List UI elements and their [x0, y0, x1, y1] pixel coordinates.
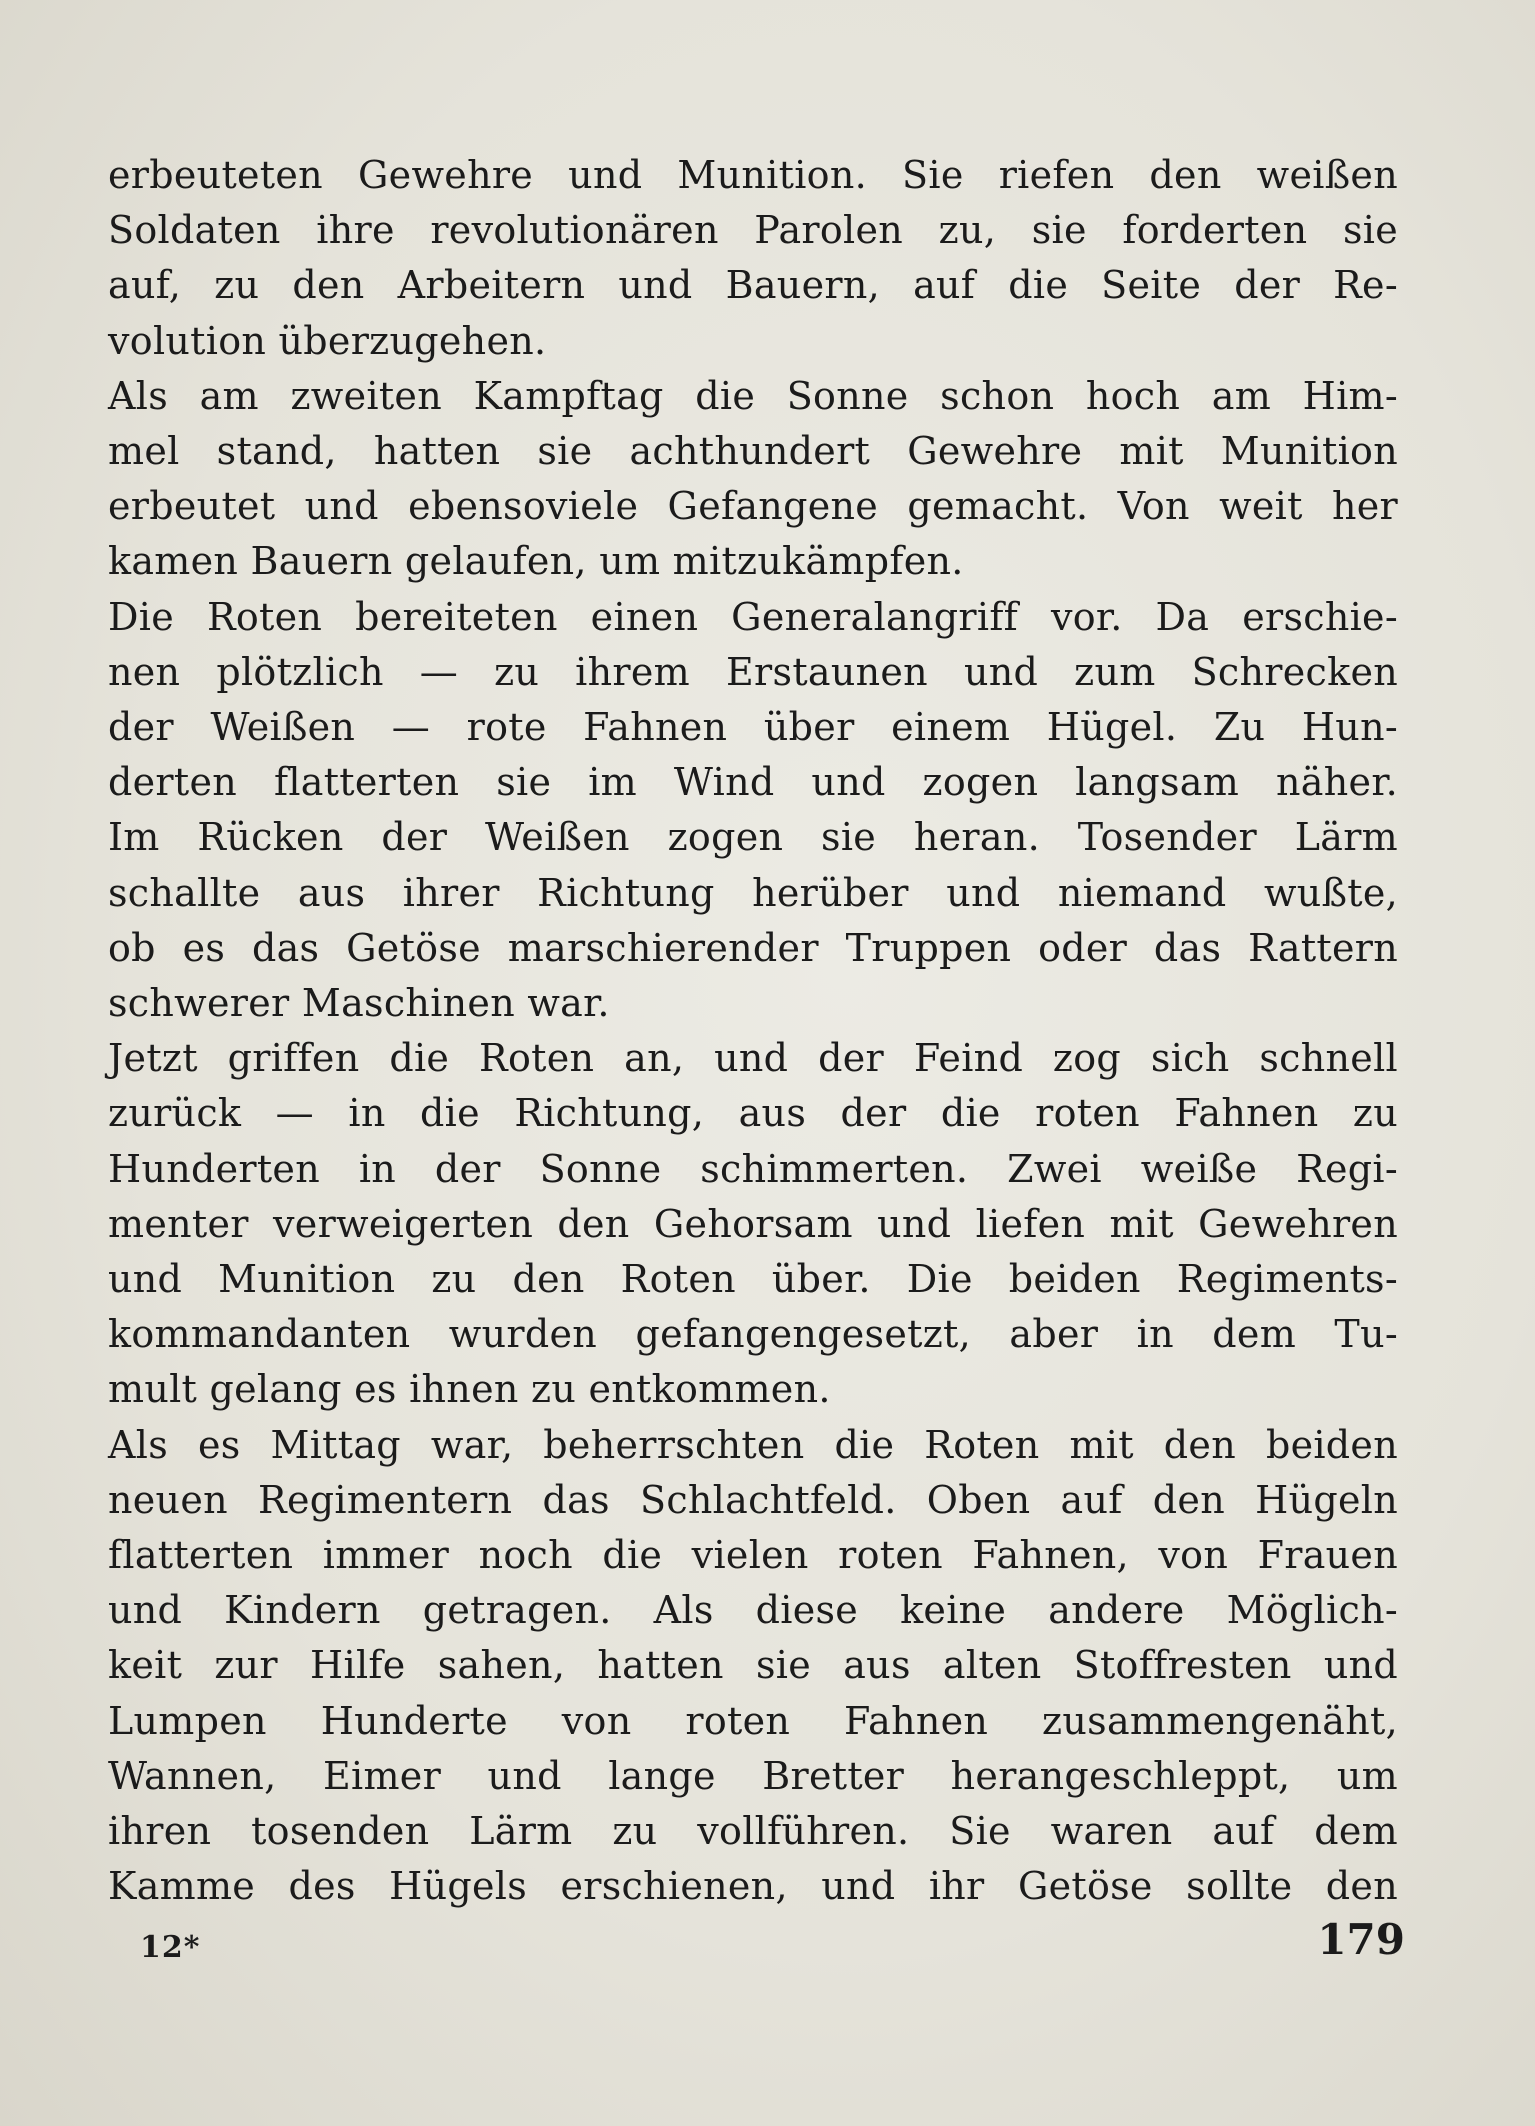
text-line: nen plötzlich — zu ihrem Erstaunen und zum Schrecken	[108, 649, 1398, 694]
text-line: mel stand, hatten sie achthundert Gewehre mit Munition	[108, 429, 1398, 474]
text-line: auf, zu den Arbeitern und Bauern, auf die Seite der Re-	[108, 263, 1398, 308]
text-line: Im Rücken der Weißen zogen sie heran. Tosender Lärm	[108, 815, 1398, 860]
text-line: und Kindern getragen. Als diese keine andere Möglich-	[108, 1588, 1398, 1633]
text-line: Wannen, Eimer und lange Bretter herangeschleppt, um	[108, 1753, 1398, 1798]
text-line: erbeutet und ebensoviele Gefangene gemacht. Von weit her	[108, 484, 1398, 529]
text-line: Als am zweiten Kampftag die Sonne schon hoch am Him-	[108, 373, 1398, 418]
printer-signature-mark: 12*	[140, 1930, 201, 1965]
body-text	[108, 148, 1398, 1915]
text-line: derten flatterten sie im Wind und zogen langsam näher.	[108, 760, 1398, 805]
text-line: ihren tosenden Lärm zu vollführen. Sie waren auf dem	[108, 1809, 1398, 1854]
text-line: Lumpen Hunderte von roten Fahnen zusammengenäht,	[108, 1698, 1398, 1743]
text-line: kamen Bauern gelaufen, um mitzukämpfen.	[108, 539, 964, 584]
paragraph	[108, 590, 1398, 1032]
text-line: keit zur Hilfe sahen, hatten sie aus alten Stoffresten und	[108, 1643, 1398, 1688]
text-line: ob es das Getöse marschierender Truppen oder das Rattern	[108, 925, 1398, 970]
text-line: Hunderten in der Sonne schimmerten. Zwei weiße Regi-	[108, 1146, 1398, 1191]
text-line: neuen Regimentern das Schlachtfeld. Oben auf den Hügeln	[108, 1477, 1398, 1522]
text-line: schallte aus ihrer Richtung herüber und niemand wußte,	[108, 870, 1398, 915]
text-line: Die Roten bereiteten einen Generalangriff vor. Da erschie-	[108, 594, 1398, 639]
text-line: der Weißen — rote Fahnen über einem Hügel. Zu Hun-	[108, 705, 1398, 750]
text-line: flatterten immer noch die vielen roten Fahnen, von Frauen	[108, 1533, 1398, 1578]
page-number: 179	[1317, 1915, 1405, 1964]
text-line: volution überzugehen.	[108, 318, 547, 363]
text-line: kommandanten wurden gefangengesetzt, aber in dem Tu-	[108, 1312, 1398, 1357]
text-line: und Munition zu den Roten über. Die beiden Regiments-	[108, 1257, 1398, 1302]
text-line: mult gelang es ihnen zu entkommen.	[108, 1367, 831, 1412]
text-line: Jetzt griffen die Roten an, und der Feind zog sich schnell	[108, 1036, 1398, 1081]
text-line: menter verweigerten den Gehorsam und liefen mit Gewehren	[108, 1201, 1398, 1246]
text-line: schwerer Maschinen war.	[108, 981, 610, 1026]
paragraph	[108, 1418, 1398, 1915]
text-line: Soldaten ihre revolutionären Parolen zu, sie forderten sie	[108, 208, 1398, 253]
paragraph	[108, 148, 1398, 369]
paragraph	[108, 369, 1398, 590]
text-line: erbeuteten Gewehre und Munition. Sie riefen den weißen	[108, 153, 1398, 197]
text-line: Als es Mittag war, beherrschten die Roten mit den beiden	[108, 1422, 1398, 1467]
paragraph	[108, 1031, 1398, 1417]
text-line: Kamme des Hügels erschienen, und ihr Getöse sollte den	[108, 1864, 1398, 1909]
text-line: zurück — in die Richtung, aus der die roten Fahnen zu	[108, 1091, 1398, 1136]
